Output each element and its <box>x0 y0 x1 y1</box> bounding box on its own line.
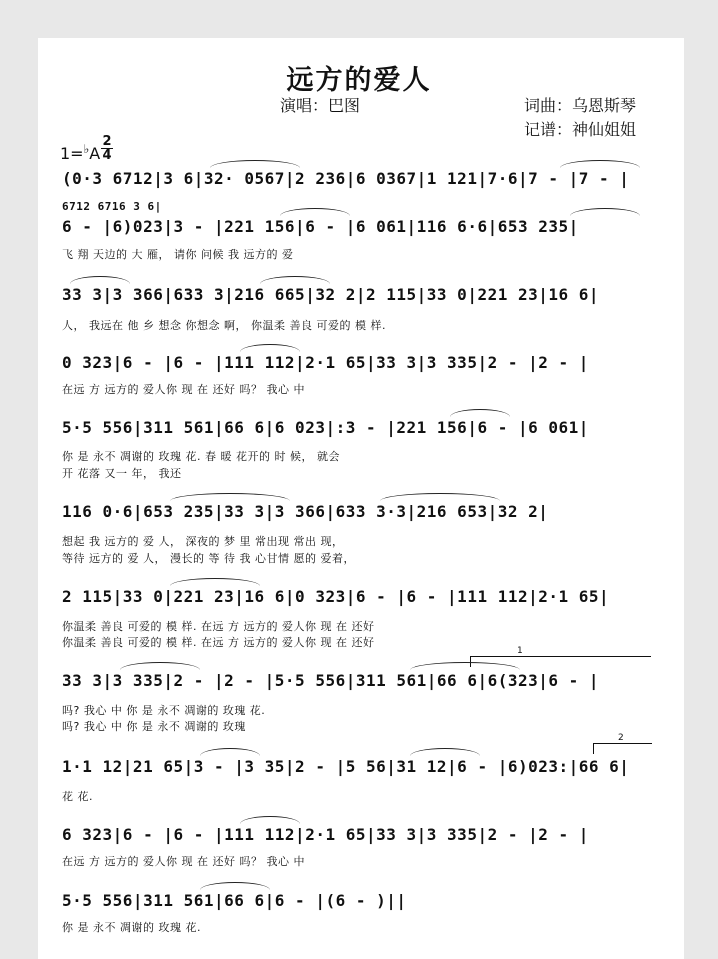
notation-line: 5·5 556|311 561|66 6|6 - |(6 - )|| <box>62 891 407 910</box>
lyric-line: 你温柔 善良 可爱的 模 样. 在远 方 远方的 爱人你 现 在 还好 <box>62 620 375 633</box>
score-row <box>62 212 658 242</box>
lyric-line: 在远 方 远方的 爱人你 现 在 还好 吗？ 我心 中 <box>62 383 305 396</box>
key-signature <box>60 142 100 163</box>
composer-credit: 词曲：乌恩斯琴 <box>524 96 637 115</box>
lyric-line: 飞 翔 天边的 大 雁， 请你 问候 我 远方的 爱 <box>62 248 294 261</box>
singer-credit: 演唱：巴图 <box>280 96 361 115</box>
lyric-line: 你 是 永不 凋谢的 玫瑰 花. <box>62 921 201 934</box>
lyric-line: 开 花落 又一 年， 我还 <box>62 467 182 480</box>
notation-line: 33 3|3 366|633 3|216 665|32 2|2 115|33 0|221 23|16 6| <box>62 285 600 304</box>
notation-line: 6 - |6)023|3 - |221 156|6 - |6 061|116 6·6|653 235| <box>62 217 579 236</box>
notation-line: 0 323|6 - |6 - |111 112|2·1 65|33 3|3 335|2 - |2 - | <box>62 353 589 372</box>
volta-number: 1 <box>517 646 523 656</box>
time-signature <box>101 136 113 161</box>
notation-line: 2 115|33 0|221 23|16 6|0 323|6 - |6 - |111 112|2·1 65| <box>62 587 610 606</box>
transcriber-credit: 记谱：神仙姐姐 <box>524 120 637 139</box>
notation-line: 5·5 556|311 561|66 6|6 023|:3 - |221 156|6 - |6 061| <box>62 418 589 437</box>
notation-line: 33 3|3 335|2 - |2 - |5·5 556|311 561|66 6|6(323|6 - | <box>62 671 600 690</box>
notation-line: 1·1 12|21 65|3 - |3 35|2 - |5 56|31 12|6 - |6)023:|66 6| <box>62 757 630 776</box>
score-row <box>62 413 658 443</box>
flat-sign-icon: ♭ <box>83 142 90 156</box>
score-row <box>62 582 658 612</box>
score-row <box>62 280 658 310</box>
lyric-line: 吗? 我心 中 你 是 永不 凋谢的 玫瑰 花. <box>62 704 266 717</box>
song-title: 远方的爱人 <box>286 65 432 96</box>
notation-line: 116 0·6|653 235|33 3|3 366|633 3·3|216 653|32 2| <box>62 502 549 521</box>
lyric-line: 你温柔 善良 可爱的 模 样. 在远 方 远方的 爱人你 现 在 还好 <box>62 636 375 649</box>
lyric-line: 等待 远方的 爱 人， 漫长的 等 待 我 心甘情 愿的 爱着， <box>62 552 355 565</box>
lyric-line: 花 花. <box>62 790 93 803</box>
notation-line: (0·3 6712|3 6|32· 0567|2 236|6 0367|1 121|7·6|7 - |7 - | <box>62 169 630 188</box>
score-row <box>62 348 658 378</box>
time-bottom: 4 <box>102 148 112 163</box>
grace-notes-line: 6712 6716 3 6| <box>62 200 162 213</box>
score-row <box>62 497 658 527</box>
volta-number: 2 <box>618 733 624 743</box>
key-note: A <box>89 144 101 163</box>
score-row <box>62 820 658 850</box>
score-row <box>62 666 658 696</box>
lyric-line: 在远 方 远方的 爱人你 现 在 还好 吗？ 我心 中 <box>62 855 305 868</box>
lyric-line: 吗? 我心 中 你 是 永不 凋谢的 玫瑰 <box>62 720 246 733</box>
lyric-line: 想起 我 远方的 爱 人， 深夜的 梦 里 常出现 常出 现， <box>62 535 344 548</box>
lyric-line: 人， 我远在 他 乡 想念 你想念 啊， 你温柔 善良 可爱的 模 样. <box>62 319 386 332</box>
lyric-line: 你 是 永不 凋谢的 玫瑰 花. 春 暖 花开的 时 候， 就会 <box>62 450 340 463</box>
key-prefix: 1= <box>60 144 84 163</box>
time-top: 2 <box>102 134 112 149</box>
score-row <box>62 752 658 782</box>
score-row <box>62 886 658 916</box>
notation-line: 6 323|6 - |6 - |111 112|2·1 65|33 3|3 335|2 - |2 - | <box>62 825 589 844</box>
score-row <box>62 164 658 194</box>
